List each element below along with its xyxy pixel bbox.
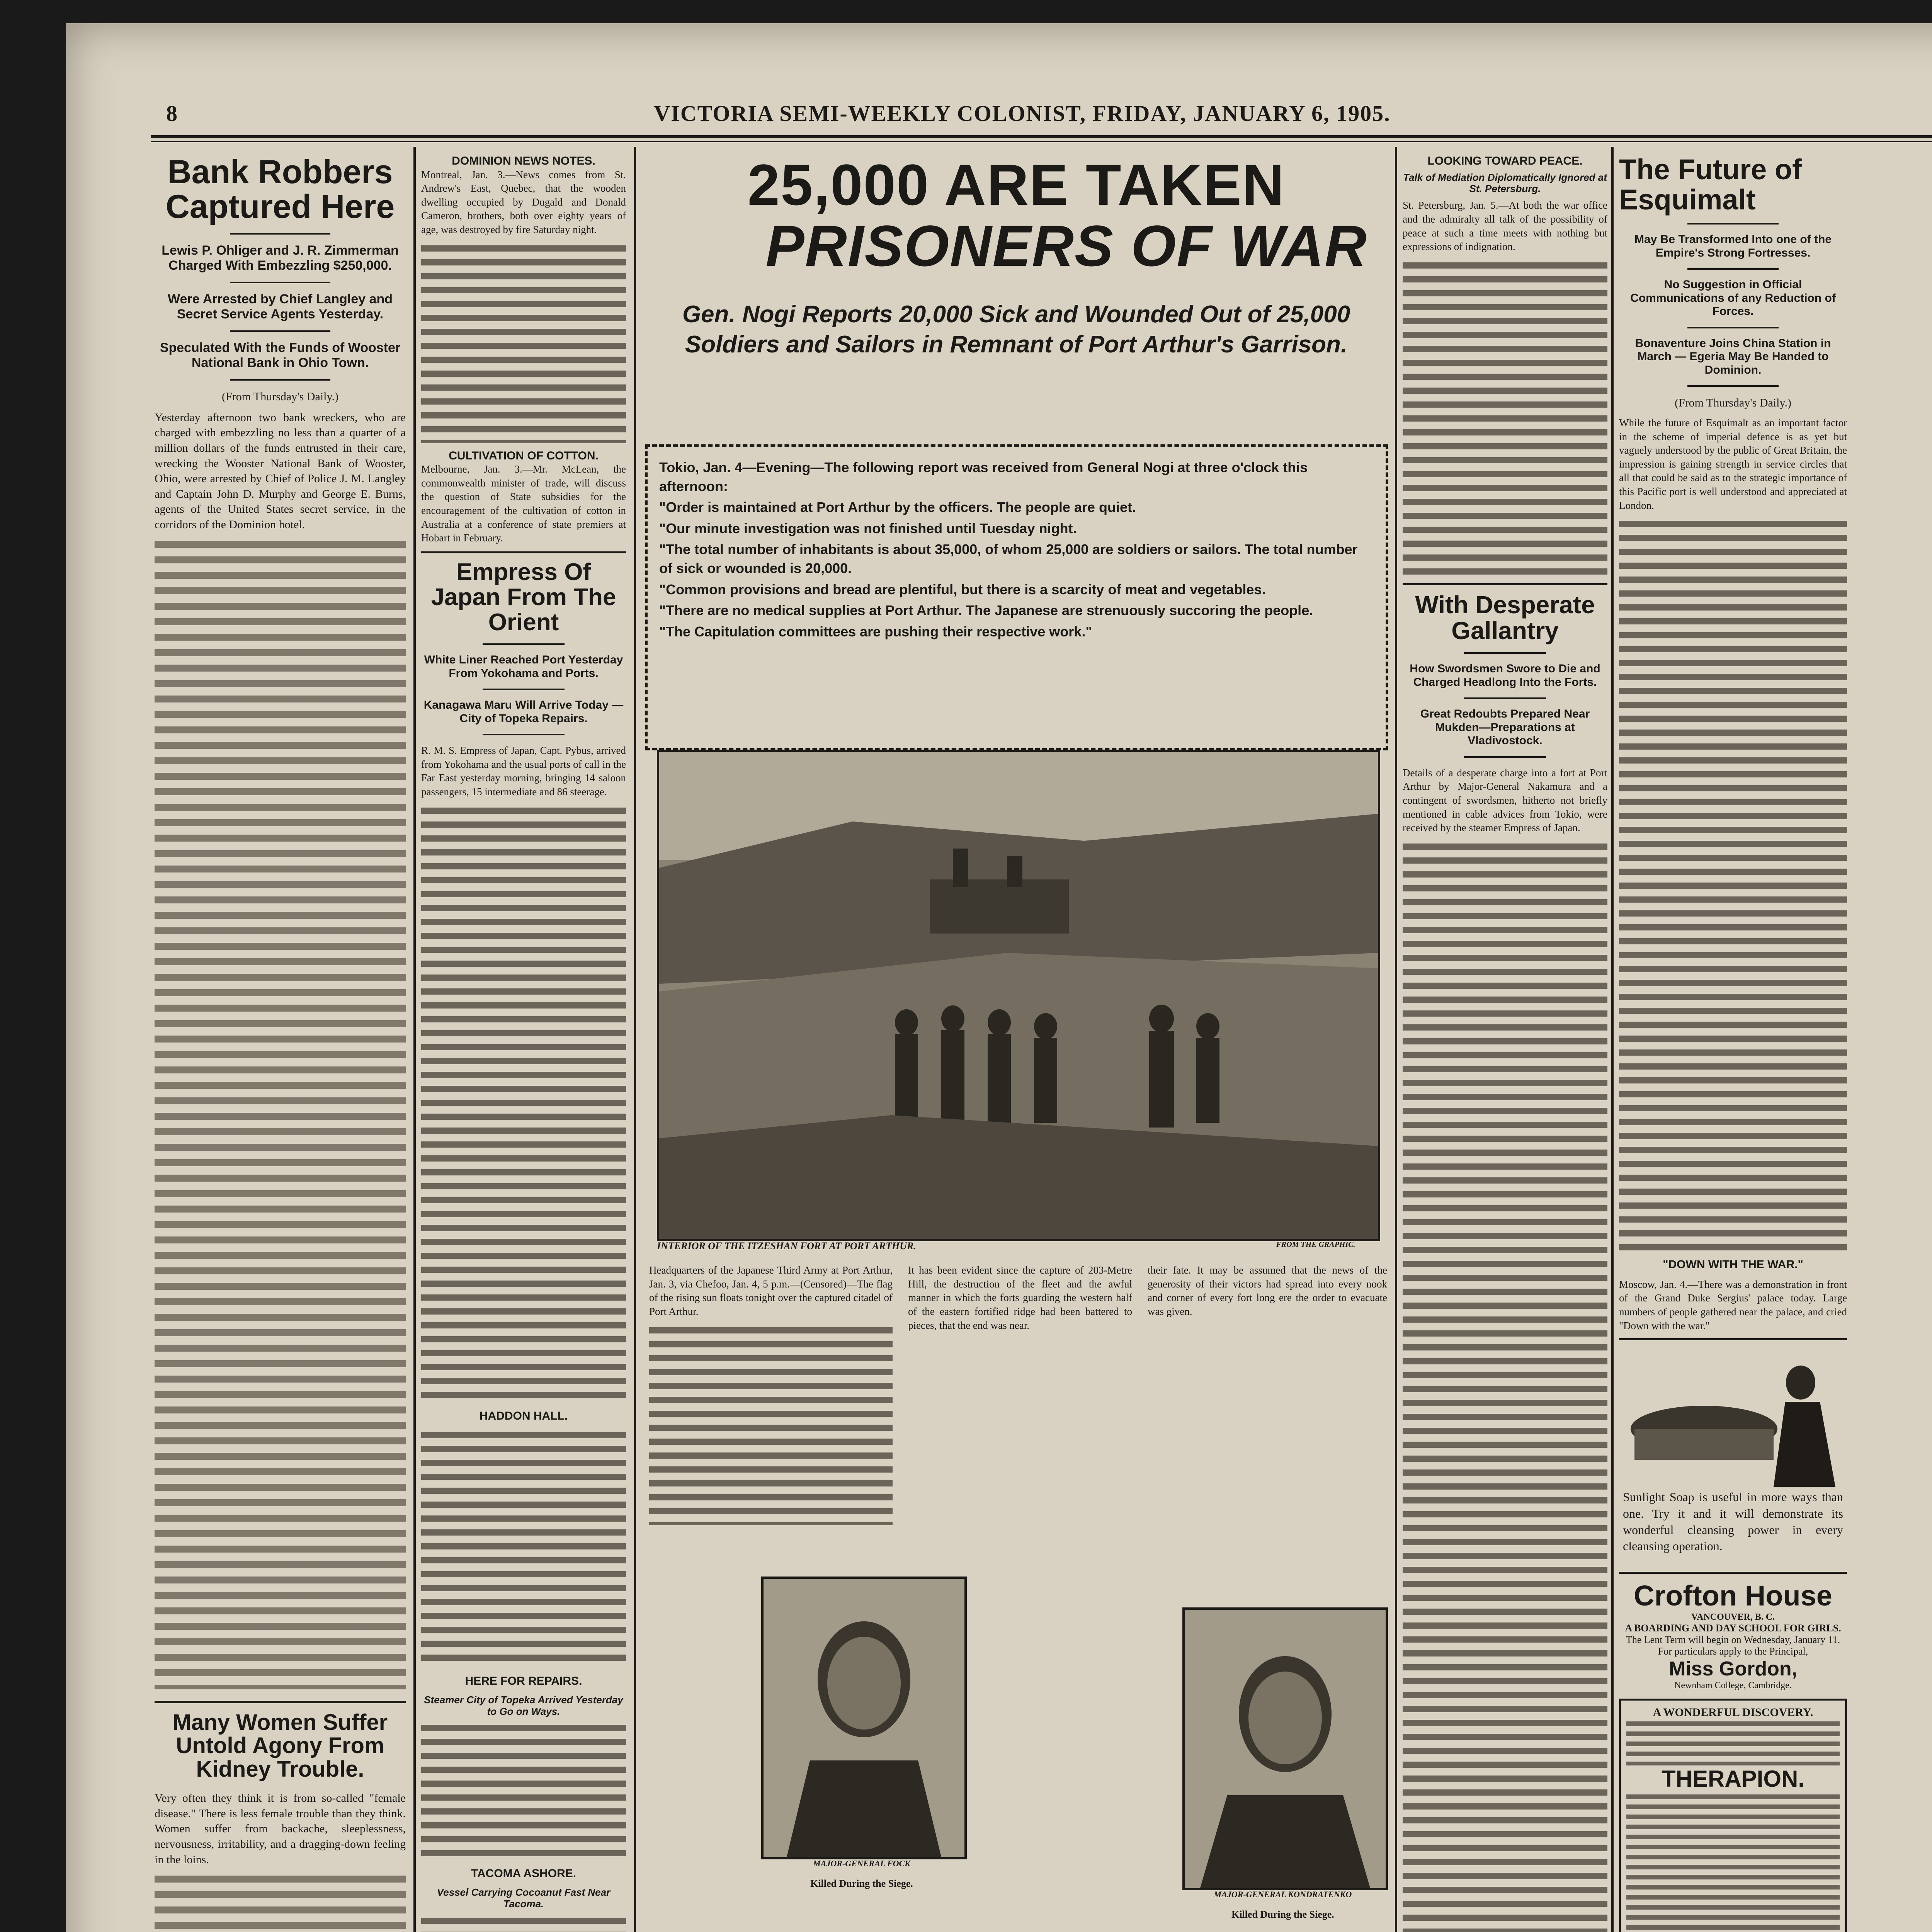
sunlight-soap-text: Sunlight Soap is useful in more ways than one. Try it and it will demonstrate its wonderful cleansing power in every cleansing operation. <box>1623 1490 1843 1553</box>
crofton-house-name: Crofton House <box>1634 1580 1832 1612</box>
article-lead: Yesterday afternoon two bank wreckers, who are charged with embezzling no less than a quarter of a million dollars of the funds entrusted in their care, wrecking the Wooster National Bank of Wooster, Ohio, were arrested by Chief of Police J. M. Langley and Captain John D. Murphy and George E. Burns, agents of the United States secret service, in the corridors of the Dominion hotel. <box>155 411 406 531</box>
column-rule <box>413 147 416 1932</box>
article-headline: Empress Of Japan From The Orient <box>431 558 616 636</box>
main-headline-line1: 25,000 ARE TAKEN <box>747 152 1285 217</box>
nogi-report-box <box>645 444 1388 750</box>
crofton-house-ad <box>1619 1579 1847 1691</box>
column-rule <box>634 147 636 1932</box>
report-line: "There are no medical supplies at Port Arthur. The Japanese are strenuously succoring the people. <box>659 602 1313 619</box>
article-headline: Bank Robbers Captured Here <box>165 155 395 226</box>
section-head: TACOMA ASHORE. <box>471 1867 577 1880</box>
crofton-house-apply: For particulars apply to the Principal, <box>1658 1646 1808 1657</box>
report-line: "The total number of inhabitants is about 35,000, of whom 25,000 are soldiers or sailors. The total number of sick or wounded is 20,000. <box>659 541 1358 576</box>
news-note: St. Petersburg, Jan. 5.—At both the war office and the admiralty all talk of the possibility of peace at such a time meets with nothing but expressions of indignation. <box>1403 199 1607 253</box>
masthead-rule-thin <box>151 141 1932 142</box>
war-text: their fate. It may be assumed that the news of the generosity of their victors had spread into every nook and corner of every fort long ere the order to evacuate was given. <box>1148 1264 1387 1317</box>
newspaper-page <box>66 23 1932 1932</box>
article-headline: With Desperate Gallantry <box>1415 590 1595 645</box>
masthead-line: VICTORIA SEMI-WEEKLY COLONIST, FRIDAY, JANUARY 6, 1905. <box>654 101 1391 126</box>
section-head: DOMINION NEWS NOTES. <box>452 155 595 167</box>
article-lead: Details of a desperate charge into a fort at Port Arthur by Major-General Nakamura and a contingent of swordsmen, hitherto not briefly mentioned in cable advices from Tokio, were received by the steamer Empress of Japan. <box>1403 767 1607 834</box>
article-deck: Talk of Mediation Diplomatically Ignored at St. Petersburg. <box>1403 171 1607 195</box>
news-note: Melbourne, Jan. 3.—Mr. McLean, the commonwealth minister of trade, will discuss the question of State subsidies for the encouragement of the cultivation of cotton in Australia at a conference of state premiers at Hobart in February. <box>421 463 626 544</box>
section-head: HADDON HALL. <box>479 1409 568 1422</box>
article-deck: Great Redoubts Prepared Near Mukden—Preparations at Vladivostock. <box>1420 707 1590 747</box>
article-deck: No Suggestion in Official Communications of any Reduction of Forces. <box>1630 278 1836 318</box>
article-deck: White Liner Reached Port Yesterday From Yokohama and Ports. <box>424 653 623 680</box>
masthead-rule <box>151 135 1932 138</box>
portrait-illustration <box>764 1579 964 1857</box>
crofton-house-place: VANCOUVER, B. C. <box>1691 1612 1775 1622</box>
news-note: Montreal, Jan. 3.—News comes from St. Andrew's East, Quebec, that the wooden dwelling occupied by Dugald and Donald Cameron, brothers, both over eighty years of age, was destroyed by fire Saturday night. <box>421 168 626 235</box>
column-gallantry <box>1403 155 1607 1932</box>
fort-photo-caption: INTERIOR OF THE ITZESHAN FORT AT PORT ARTHUR. <box>657 1240 916 1252</box>
report-line: "Order is maintained at Port Arthur by the officers. The people are quiet. <box>659 499 1136 515</box>
war-text: Headquarters of the Japanese Third Army at Port Arthur, Jan. 3, via Chefoo, Jan. 4, 5 p.m.—(Censored)—The flag of the rising sun floats tonight over the captured citadel of Port Arthur. <box>649 1264 893 1317</box>
article-deck: Bonaventure Joins China Station in March — Egeria May Be Handed to Dominion. <box>1635 337 1831 376</box>
article-body-continued <box>155 538 406 1689</box>
portrait-fock-caption: Killed During the Siege. <box>810 1878 913 1889</box>
kidney-ad-headline: Many Women Suffer Untold Agony From Kidney Trouble. <box>172 1709 388 1782</box>
column-esquimalt <box>1619 155 1847 1932</box>
news-note: Moscow, Jan. 4.—There was a demonstration in front of the Grand Duke Sergius' palace today. Large numbers of people gathered near the palace, and cried "Down with the war." <box>1619 1278 1847 1332</box>
article-deck: May Be Transformed Into one of the Empire's Strong Fortresses. <box>1634 233 1832 259</box>
fort-photo-credit: FROM THE GRAPHIC. <box>1276 1240 1355 1249</box>
main-deck: Gen. Nogi Reports 20,000 Sick and Wounded Out of 25,000 Soldiers and Sailors in Remnant of Port Arthur's Garrison. <box>682 301 1350 358</box>
page-number: 8 <box>166 101 178 126</box>
kidney-ad-body: Very often they think it is from so-called "female disease." There is less female trouble than they think. Women suffer from backache, sleeplessness, nervousness, irritability, and a dragging-down feeling in the loins. <box>155 1792 406 1866</box>
report-line: Tokio, Jan. 4—Evening—The following report was received from General Nogi at three o'clock this afternoon: <box>659 459 1308 494</box>
crofton-house-line: A BOARDING AND DAY SCHOOL FOR GIRLS. <box>1625 1622 1841 1634</box>
masthead <box>166 100 1866 126</box>
section-head: HERE FOR REPAIRS. <box>465 1675 582 1688</box>
column-bank-robbers <box>155 155 406 1932</box>
section-head: CULTIVATION OF COTTON. <box>449 449 599 462</box>
portrait-kondratenko <box>1182 1607 1388 1890</box>
article-deck: Vessel Carrying Cocoanut Fast Near Tacoma. <box>437 1886 611 1910</box>
column-rule <box>1395 147 1397 1932</box>
portrait-kondratenko-name: MAJOR-GENERAL KONDRATENKO <box>1214 1889 1352 1899</box>
washtub-illustration <box>1619 1340 1847 1487</box>
main-headline-block <box>645 152 1387 359</box>
article-deck: Speculated With the Funds of Wooster National Bank in Ohio Town. <box>160 340 401 371</box>
portrait-fock <box>761 1577 967 1859</box>
crofton-house-term: The Lent Term will begin on Wednesday, January 11. <box>1626 1634 1840 1646</box>
dateline: (From Thursday's Daily.) <box>1674 396 1792 410</box>
column-rule <box>1611 147 1614 1932</box>
fort-photo <box>657 750 1380 1241</box>
crofton-house-principal: Miss Gordon, <box>1668 1658 1798 1680</box>
article-lead: While the future of Esquimalt as an important factor in the scheme of imperial defence is as yet but vaguely understood by the public of Great Britain, the impression is gaining strength in service circles that all that could be said as to the strategic importance of this Pacific port is well understood and appreciated at London. <box>1619 417 1847 511</box>
therapion-ad <box>1619 1699 1847 1932</box>
portrait-fock-name: MAJOR-GENERAL FOCK <box>813 1859 910 1868</box>
article-lead: R. M. S. Empress of Japan, Capt. Pybus, arrived from Yokohama and the usual ports of call in the Far East yesterday morning, bringing 14 saloon passengers, 15 intermediate and 86 steerage. <box>421 745 626 798</box>
main-headline-line2: PRISONERS OF WAR <box>765 213 1367 278</box>
article-deck: Lewis P. Ohliger and J. R. Zimmerman Charged With Embezzling $250,000. <box>162 243 399 273</box>
article-deck: How Swordsmen Swore to Die and Charged Headlong Into the Forts. <box>1410 662 1600 689</box>
section-head: LOOKING TOWARD PEACE. <box>1427 155 1583 167</box>
report-line: "The Capitulation committees are pushing their respective work." <box>659 623 1092 639</box>
article-headline: The Future of Esquimalt <box>1619 155 1802 216</box>
column-shipping <box>421 155 626 1932</box>
dateline: (From Thursday's Daily.) <box>221 390 339 403</box>
article-deck: Steamer City of Topeka Arrived Yesterday to Go on Ways. <box>424 1694 623 1717</box>
sunlight-soap-ad <box>1619 1338 1847 1574</box>
report-line: "Our minute investigation was not finished until Tuesday night. <box>659 520 1077 536</box>
crofton-house-college: Newnham College, Cambridge. <box>1674 1680 1792 1691</box>
article-deck: Kanagawa Maru Will Arrive Today — City of Topeka Repairs. <box>423 699 624 725</box>
report-line: "Common provisions and bread are plentiful, but there is a scarcity of meat and vegetables. <box>659 581 1266 597</box>
portrait-illustration <box>1185 1610 1386 1888</box>
section-head: "DOWN WITH THE WAR." <box>1663 1258 1803 1271</box>
portrait-kondratenko-caption: Killed During the Siege. <box>1231 1909 1334 1920</box>
therapion-name: THERAPION. <box>1661 1766 1805 1792</box>
therapion-ad-head: A WONDERFUL DISCOVERY. <box>1653 1706 1813 1719</box>
article-deck: Were Arrested by Chief Langley and Secret Service Agents Yesterday. <box>168 291 393 321</box>
war-text: It has been evident since the capture of 203-Metre Hill, the destruction of the fleet and the awful manner in which the forts guarding the western half of the eastern fortified ridge had been battered to pieces, that the end was near. <box>908 1264 1132 1331</box>
fort-illustration <box>659 752 1378 1239</box>
